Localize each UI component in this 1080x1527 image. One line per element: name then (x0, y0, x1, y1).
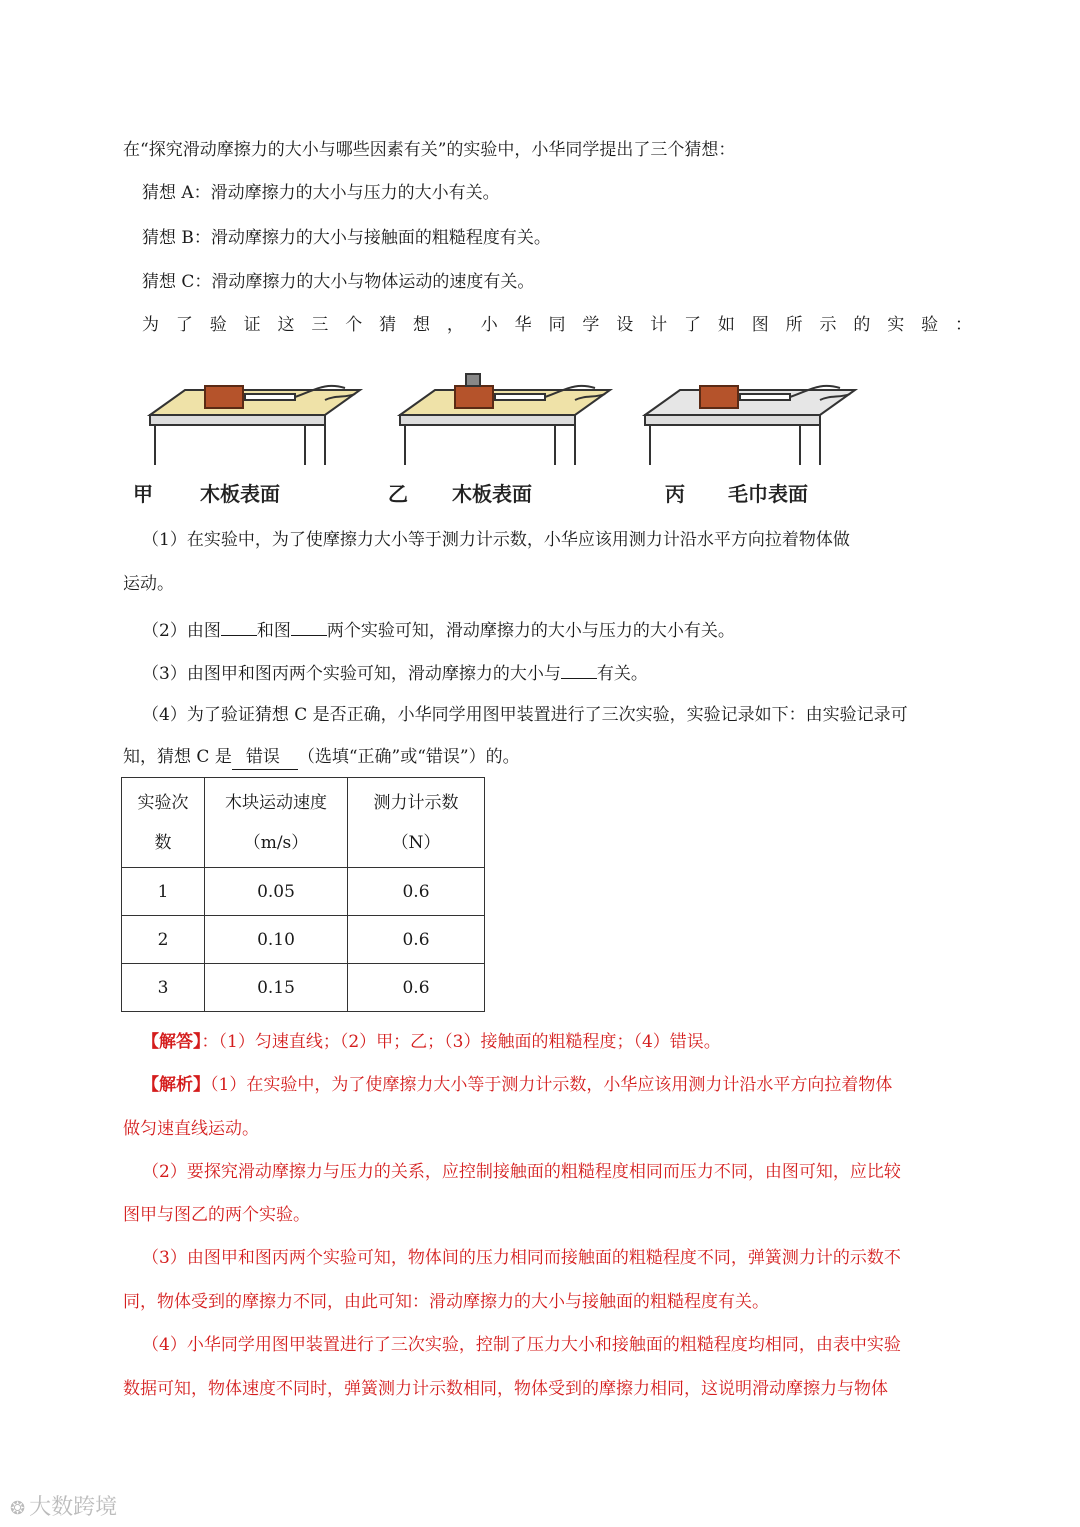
table-header-row (122, 778, 485, 868)
question-4-line2 (123, 745, 520, 770)
q4-answer: 错误 (232, 745, 298, 770)
data-table (121, 777, 485, 1012)
figure-surface-yi: 木板表面 (452, 482, 532, 506)
guess-b: 猜想 B：滑动摩擦力的大小与接触面的粗糙程度有关。 (142, 228, 551, 248)
design-char: ： (955, 315, 972, 335)
analysis-2a: （2）要探究滑动摩擦力与压力的关系，应控制接触面的粗糙程度相同而压力不同，由图可知，应比较 (142, 1162, 901, 1182)
analysis-3b: 同，物体受到的摩擦力不同，由此可知：滑动摩擦力的大小与接触面的粗糙程度有关。 (123, 1292, 769, 1312)
design-char: 为 (142, 315, 159, 335)
design-char: 所 (785, 315, 803, 335)
table-cell: 0.05 (205, 868, 348, 916)
design-char: 了 (684, 315, 701, 335)
table-header-cell: 测力计示数 （N） (348, 778, 485, 868)
q3-post: 有关。 (596, 664, 648, 684)
design-char: 验 (209, 315, 227, 335)
design-char: 这 (277, 315, 295, 335)
design-char: 设 (616, 315, 634, 335)
guess-a: 猜想 A：滑动摩擦力的大小与压力的大小有关。 (142, 183, 500, 203)
analysis-4a: （4）小华同学用图甲装置进行了三次实验，控制了压力大小和接触面的粗糙程度均相同，由表中实验 (142, 1335, 901, 1355)
question-1-line2: 运动。 (123, 574, 174, 594)
answer-line (142, 1030, 721, 1054)
design-char: 三 (311, 315, 329, 335)
design-char: 个 (345, 315, 363, 335)
figure-label-bing: 丙 (665, 482, 685, 506)
design-char: 学 (582, 315, 600, 335)
design-char: 的 (853, 315, 871, 335)
answer-text: ：（1）匀速直线；（2）甲；乙；（3）接触面的粗糙程度；（4）错误。 (201, 1032, 721, 1052)
watermark-logo-icon: ❂ (10, 1498, 26, 1519)
design-char: 实 (887, 315, 905, 335)
table-row (122, 964, 485, 1012)
table-cell: 0.10 (205, 916, 348, 964)
design-char: 同 (548, 315, 566, 335)
intro-text: 在“探究滑动摩擦力的大小与哪些因素有关”的实验中，小华同学提出了三个猜想： (123, 140, 736, 160)
table-cell: 0.6 (348, 916, 485, 964)
setup-jia (150, 386, 360, 465)
guess-c: 猜想 C：滑动摩擦力的大小与物体运动的速度有关。 (142, 272, 535, 292)
question-4-line1: （4）为了验证猜想 C 是否正确，小华同学用图甲装置进行了三次实验，实验记录如下：由实验记录可 (142, 705, 908, 725)
design-char: 如 (717, 315, 735, 335)
question-1-line1: （1）在实验中，为了使摩擦力大小等于测力计示数，小华应该用测力计沿水平方向拉着物体做 (142, 530, 850, 550)
design-sentence (142, 313, 972, 337)
question-3 (142, 660, 648, 686)
q2-pre: （2）由图 (142, 621, 221, 641)
design-char: 猜 (379, 315, 397, 335)
design-char: 了 (175, 315, 193, 335)
table-cell: 2 (122, 916, 205, 964)
analysis-2b: 图甲与图乙的两个实验。 (123, 1205, 310, 1225)
table-cell: 3 (122, 964, 205, 1012)
design-char: 小 (480, 315, 498, 335)
q4-post: （选填“正确”或“错误”）的。 (297, 747, 520, 767)
analysis-3a: （3）由图甲和图丙两个实验可知，物体间的压力相同而接触面的粗糙程度不同，弹簧测力计的示数不 (142, 1248, 901, 1268)
q2-post: 两个实验可知，滑动摩擦力的大小与压力的大小有关。 (326, 621, 735, 641)
answer-tag: 【解答】 (142, 1032, 202, 1052)
q2-mid: 和图 (256, 621, 291, 641)
answer-blank (221, 617, 257, 636)
figure-label-jia: 甲 (133, 482, 153, 506)
q4-pre: 知，猜想 C 是 (123, 747, 232, 767)
answer-blank (561, 660, 597, 679)
table-row (122, 868, 485, 916)
table-cell: 0.6 (348, 964, 485, 1012)
figure-surface-jia: 木板表面 (200, 482, 280, 506)
design-char: 图 (751, 315, 769, 335)
watermark (10, 1490, 117, 1521)
table-header-cell: 实验次 数 (122, 778, 205, 868)
design-char: 华 (514, 315, 532, 335)
table-header-cell: 木块运动速度 （m/s） (205, 778, 348, 868)
design-char: 想 (413, 315, 430, 335)
figure-surface-bing: 毛巾表面 (728, 482, 808, 506)
analysis-4b: 数据可知，物体速度不同时，弹簧测力计示数相同，物体受到的摩擦力相同，这说明滑动摩擦力与物体 (123, 1379, 888, 1399)
analysis-text: （1）在实验中，为了使摩擦力大小等于测力计示数，小华应该用测力计沿水平方向拉着物体 (210, 1075, 893, 1095)
q3-pre: （3）由图甲和图丙两个实验可知，滑动摩擦力的大小与 (142, 664, 561, 684)
design-char: ， (446, 315, 464, 335)
table-cell: 1 (122, 868, 205, 916)
table-cell: 0.15 (205, 964, 348, 1012)
watermark-text: 大数跨境 (29, 1495, 118, 1520)
analysis-tag: 【解析】 (142, 1075, 210, 1095)
design-char: 验 (921, 315, 939, 335)
setup-bing (645, 386, 855, 465)
analysis-1a (142, 1073, 892, 1097)
figure-label-yi: 乙 (388, 482, 408, 506)
design-char: 计 (650, 315, 668, 335)
setup-yi (400, 374, 610, 465)
table-row (122, 916, 485, 964)
analysis-1b: 做匀速直线运动。 (123, 1119, 259, 1139)
answer-blank (291, 617, 327, 636)
question-2 (142, 617, 735, 643)
design-char: 示 (819, 315, 837, 335)
design-char: 证 (243, 315, 261, 335)
table-cell: 0.6 (348, 868, 485, 916)
